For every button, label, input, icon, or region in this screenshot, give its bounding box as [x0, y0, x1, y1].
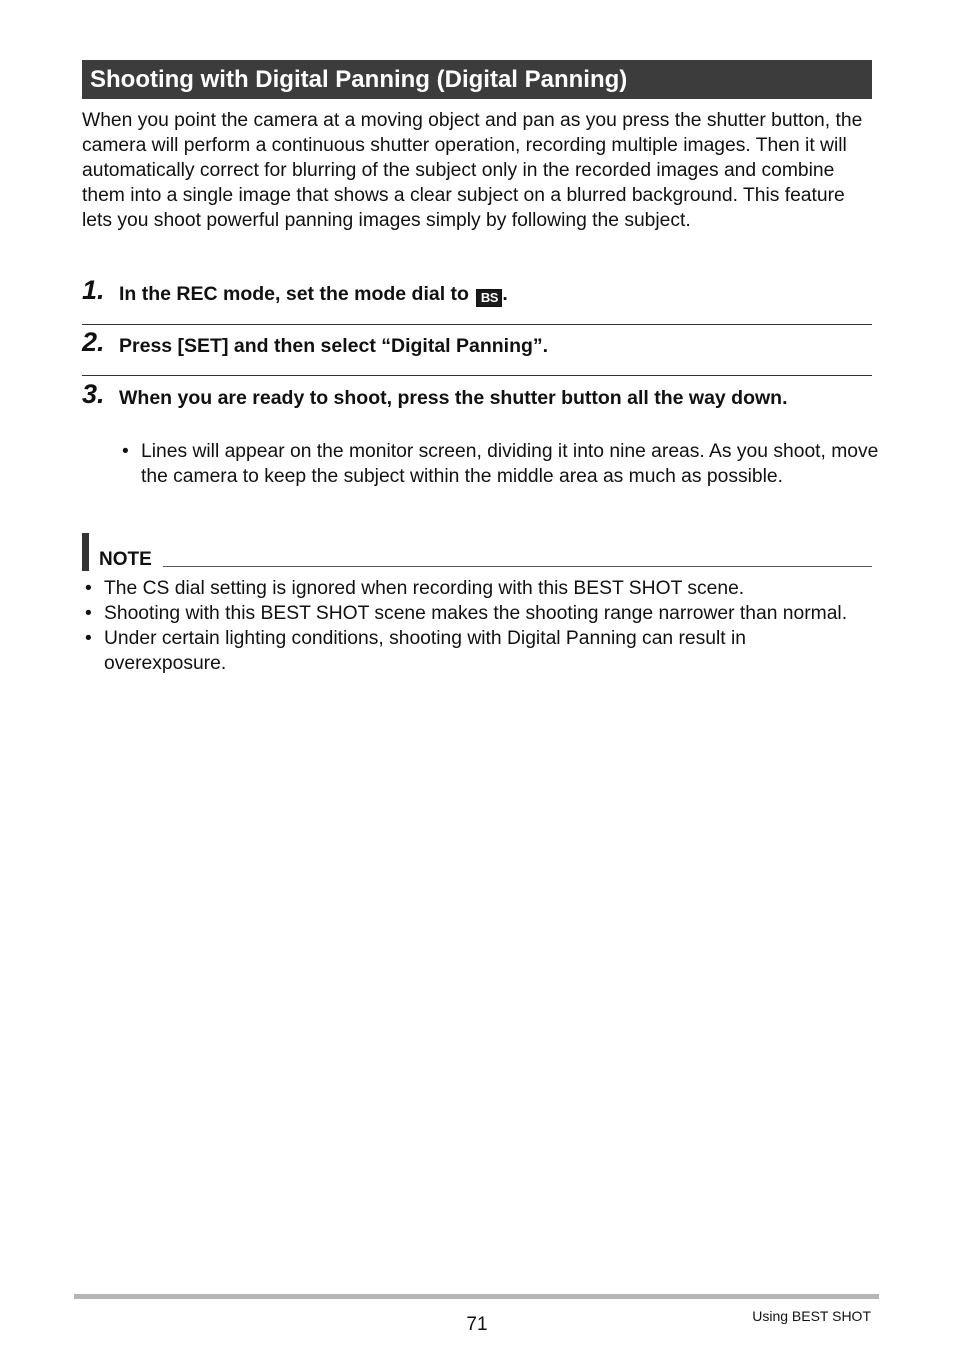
- note-divider: [163, 566, 872, 567]
- step-1-number: 1.: [82, 275, 105, 305]
- bullet-mark: •: [85, 628, 92, 649]
- step-divider: [82, 324, 872, 325]
- step-1-text: [119, 281, 872, 307]
- step-1-text-after-icon: .: [502, 283, 508, 305]
- footer-section-title: Using BEST SHOT: [752, 1308, 871, 1324]
- list-item: [82, 601, 872, 626]
- bullet-mark: •: [85, 578, 92, 599]
- note-marker-bar: [82, 533, 89, 571]
- step-2-number: 2.: [82, 327, 105, 357]
- note-item-text: Shooting with this BEST SHOT scene makes the shooting range narrower than normal.: [104, 603, 848, 624]
- note-list: [82, 576, 872, 676]
- step-2: [82, 327, 872, 359]
- list-item: [82, 576, 872, 601]
- bullet-text: Lines will appear on the monitor screen, dividing it into nine areas. As you shoot, move the camera to keep the subject within the middle area as much as possible.: [141, 441, 879, 487]
- page-number: 71: [466, 1314, 488, 1335]
- note-item-text: Under certain lighting conditions, shooting with Digital Panning can result in overexposure.: [104, 628, 747, 674]
- step-3-text: When you are ready to shoot, press the shutter button all the way down.: [119, 387, 788, 409]
- list-item: [82, 626, 872, 676]
- step-3-bullets: [119, 439, 879, 489]
- note-label: NOTE: [99, 549, 152, 570]
- step-1: [82, 275, 872, 307]
- intro-paragraph: When you point the camera at a moving object and pan as you press the shutter button, the camera will perform a continuous shutter operation, recording multiple images. Then it will automatically correct for blurring of the subject only in the recorded images and combine them into a single image that shows a clear subject on a blurred background. This feature lets you shoot powerful panning images simply by following the subject.: [82, 110, 863, 231]
- step-2-text: Press [SET] and then select “Digital Panning”.: [119, 335, 549, 357]
- step-3: [82, 379, 872, 411]
- bullet-mark: •: [85, 603, 92, 624]
- step-3-number: 3.: [82, 379, 105, 409]
- footer-divider: [74, 1294, 879, 1299]
- best-shot-mode-icon: BS: [476, 289, 502, 307]
- step-divider: [82, 375, 872, 376]
- note-item-text: The CS dial setting is ignored when recording with this BEST SHOT scene.: [104, 578, 745, 599]
- list-item: [119, 439, 879, 489]
- step-1-text-before-icon: In the REC mode, set the mode dial to: [119, 283, 475, 305]
- bullet-mark: •: [122, 441, 129, 462]
- section-heading: Shooting with Digital Panning (Digital Panning): [82, 60, 872, 99]
